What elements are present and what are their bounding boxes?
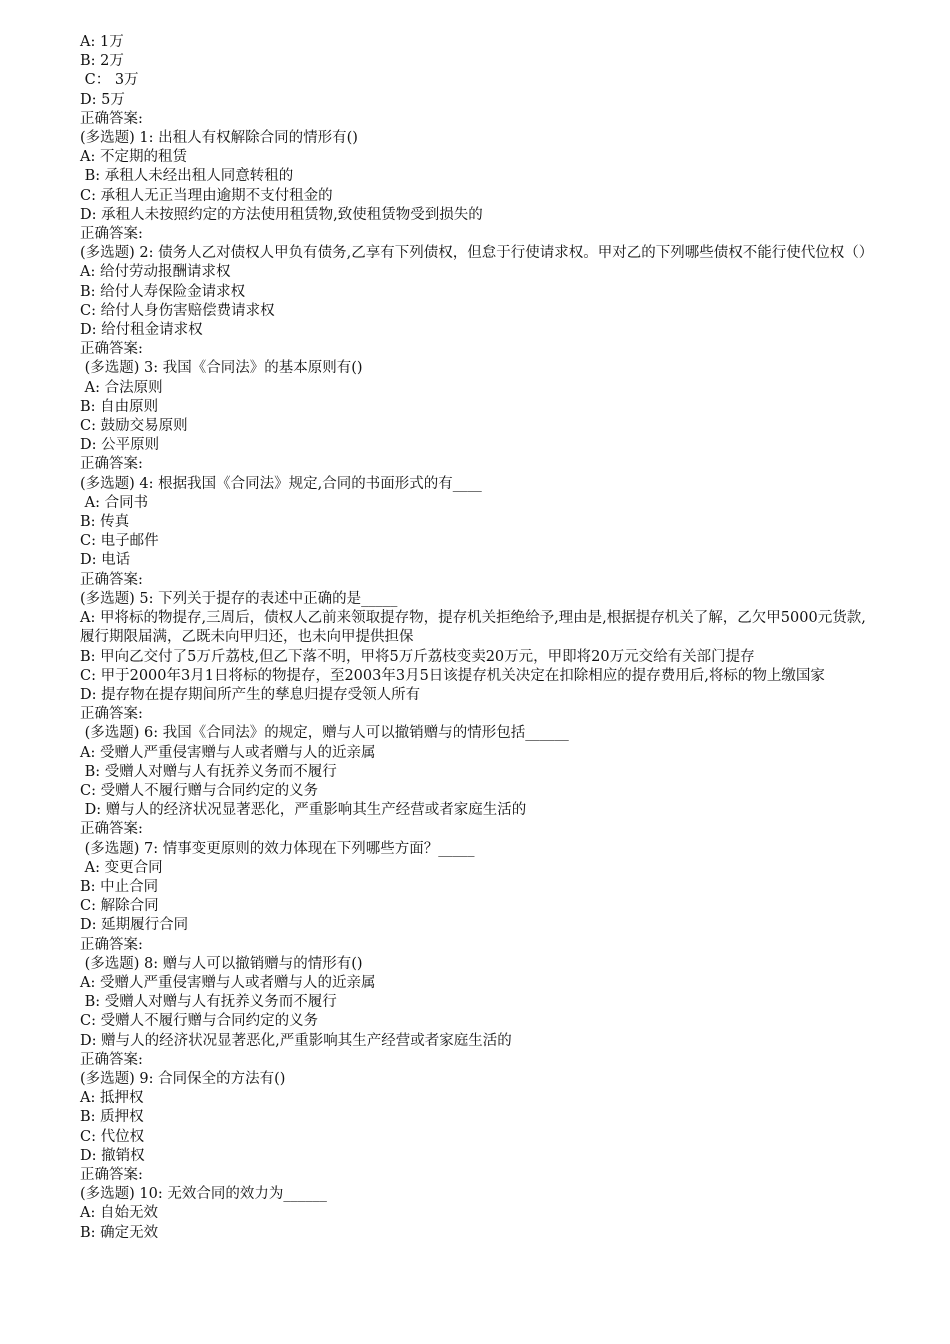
option-text: C: 鼓励交易原则 <box>80 418 188 435</box>
option-text: A: 受赠人严重侵害赠与人或者赠与人的近亲属 <box>80 744 376 761</box>
answer-label: 正确答案: <box>80 456 143 473</box>
question-text: (多选题) 10: 无效合同的效力为______ <box>80 1186 327 1203</box>
option-text: B: 甲向乙交付了5万斤荔枝,但乙下落不明，甲将5万斤荔枝变卖20万元，甲即将20万元交给有关部门提存 <box>80 648 755 665</box>
option-text: D: 提存物在提存期间所产生的孳息归提存受领人所有 <box>80 686 421 703</box>
option-text: A: 合法原则 <box>80 379 163 396</box>
question-text: (多选题) 8: 赠与人可以撤销赠与的情形有() <box>80 955 363 972</box>
option-text: D: 赠与人的经济状况显著恶化，严重影响其生产经营或者家庭生活的 <box>80 802 527 819</box>
document-body <box>80 33 880 1243</box>
option-text: D: 撤销权 <box>80 1147 145 1164</box>
option-text: A: 自始无效 <box>80 1205 158 1222</box>
option-text: A: 受赠人严重侵害赠与人或者赠与人的近亲属 <box>80 974 376 991</box>
question-text: (多选题) 2: 债务人乙对债权人甲负有债务,乙享有下列债权，但怠于行使请求权。甲对乙的下列哪些债权不能行使代位权（） <box>80 245 874 262</box>
option-text: A: 不定期的租赁 <box>80 149 187 166</box>
option-text: B: 传真 <box>80 514 130 531</box>
question-text: (多选题) 5: 下列关于提存的表述中正确的是_____ <box>80 590 398 607</box>
option-text: B: 中止合同 <box>80 878 159 895</box>
option-text: A: 变更合同 <box>80 859 163 876</box>
question-text: (多选题) 7: 情事变更原则的效力体现在下列哪些方面？_____ <box>80 840 475 857</box>
question-text: (多选题) 9: 合同保全的方法有() <box>80 1070 286 1087</box>
option-text: A: 抵押权 <box>80 1090 144 1107</box>
answer-label: 正确答案: <box>80 226 143 243</box>
option-text: B: 受赠人对赠与人有抚养义务而不履行 <box>80 763 337 780</box>
option-text: B: 承租人未经出租人同意转租的 <box>80 168 294 185</box>
option-text: D: 赠与人的经济状况显著恶化,严重影响其生产经营或者家庭生活的 <box>80 1032 512 1049</box>
question-text: (多选题) 3: 我国《合同法》的基本原则有() <box>80 360 363 377</box>
option-text: A: 给付劳动报酬请求权 <box>80 264 231 281</box>
option-text: C: 甲于2000年3月1日将标的物提存，至2003年3月5日该提存机关决定在扣除相应的提存费用后,将标的物上缴国家 <box>80 667 825 684</box>
option-text: D: 5万 <box>80 91 125 108</box>
option-text: A: 1万 <box>80 34 124 50</box>
answer-label: 正确答案: <box>80 1051 143 1068</box>
option-text: D: 给付租金请求权 <box>80 322 203 339</box>
option-text: B: 自由原则 <box>80 398 159 415</box>
option-text: C: 解除合同 <box>80 898 159 915</box>
option-text: B: 确定无效 <box>80 1224 159 1241</box>
question-text: (多选题) 4: 根据我国《合同法》规定,合同的书面形式的有____ <box>80 475 482 492</box>
option-text: C: 受赠人不履行赠与合同约定的义务 <box>80 782 319 799</box>
answer-label: 正确答案: <box>80 1166 143 1183</box>
option-text: B: 质押权 <box>80 1109 144 1126</box>
option-text: B: 2万 <box>80 53 124 70</box>
answer-label: 正确答案: <box>80 936 143 953</box>
option-text: C： 3万 <box>80 72 139 89</box>
option-text: C: 给付人身伤害赔偿费请求权 <box>80 302 275 319</box>
option-text: B: 给付人寿保险金请求权 <box>80 283 246 300</box>
option-text: D: 电话 <box>80 552 131 569</box>
option-text: C: 代位权 <box>80 1128 145 1145</box>
answer-label: 正确答案: <box>80 821 143 838</box>
answer-label: 正确答案: <box>80 706 143 723</box>
option-text: D: 公平原则 <box>80 437 160 454</box>
question-text: (多选题) 6: 我国《合同法》的规定，赠与人可以撤销赠与的情形包括______ <box>80 725 569 742</box>
option-text: D: 承租人未按照约定的方法使用租赁物,致使租赁物受到损失的 <box>80 206 483 223</box>
answer-label: 正确答案: <box>80 110 143 127</box>
option-text: C: 电子邮件 <box>80 533 159 550</box>
option-text: C: 受赠人不履行赠与合同约定的义务 <box>80 1013 319 1030</box>
option-text: D: 延期履行合同 <box>80 917 189 934</box>
option-text: A: 合同书 <box>80 494 149 511</box>
answer-label: 正确答案: <box>80 341 143 358</box>
option-text: A: 甲将标的物提存,三周后，债权人乙前来领取提存物，提存机关拒绝给予,理由是,根据提存机关了解，乙欠甲5000元货款,履行期限届满，乙既未向甲归还，也未向甲提供担保 <box>80 610 866 646</box>
option-text: B: 受赠人对赠与人有抚养义务而不履行 <box>80 994 337 1011</box>
option-text: C: 承租人无正当理由逾期不支付租金的 <box>80 187 333 204</box>
question-text: (多选题) 1: 出租人有权解除合同的情形有() <box>80 130 358 147</box>
answer-label: 正确答案: <box>80 571 143 588</box>
